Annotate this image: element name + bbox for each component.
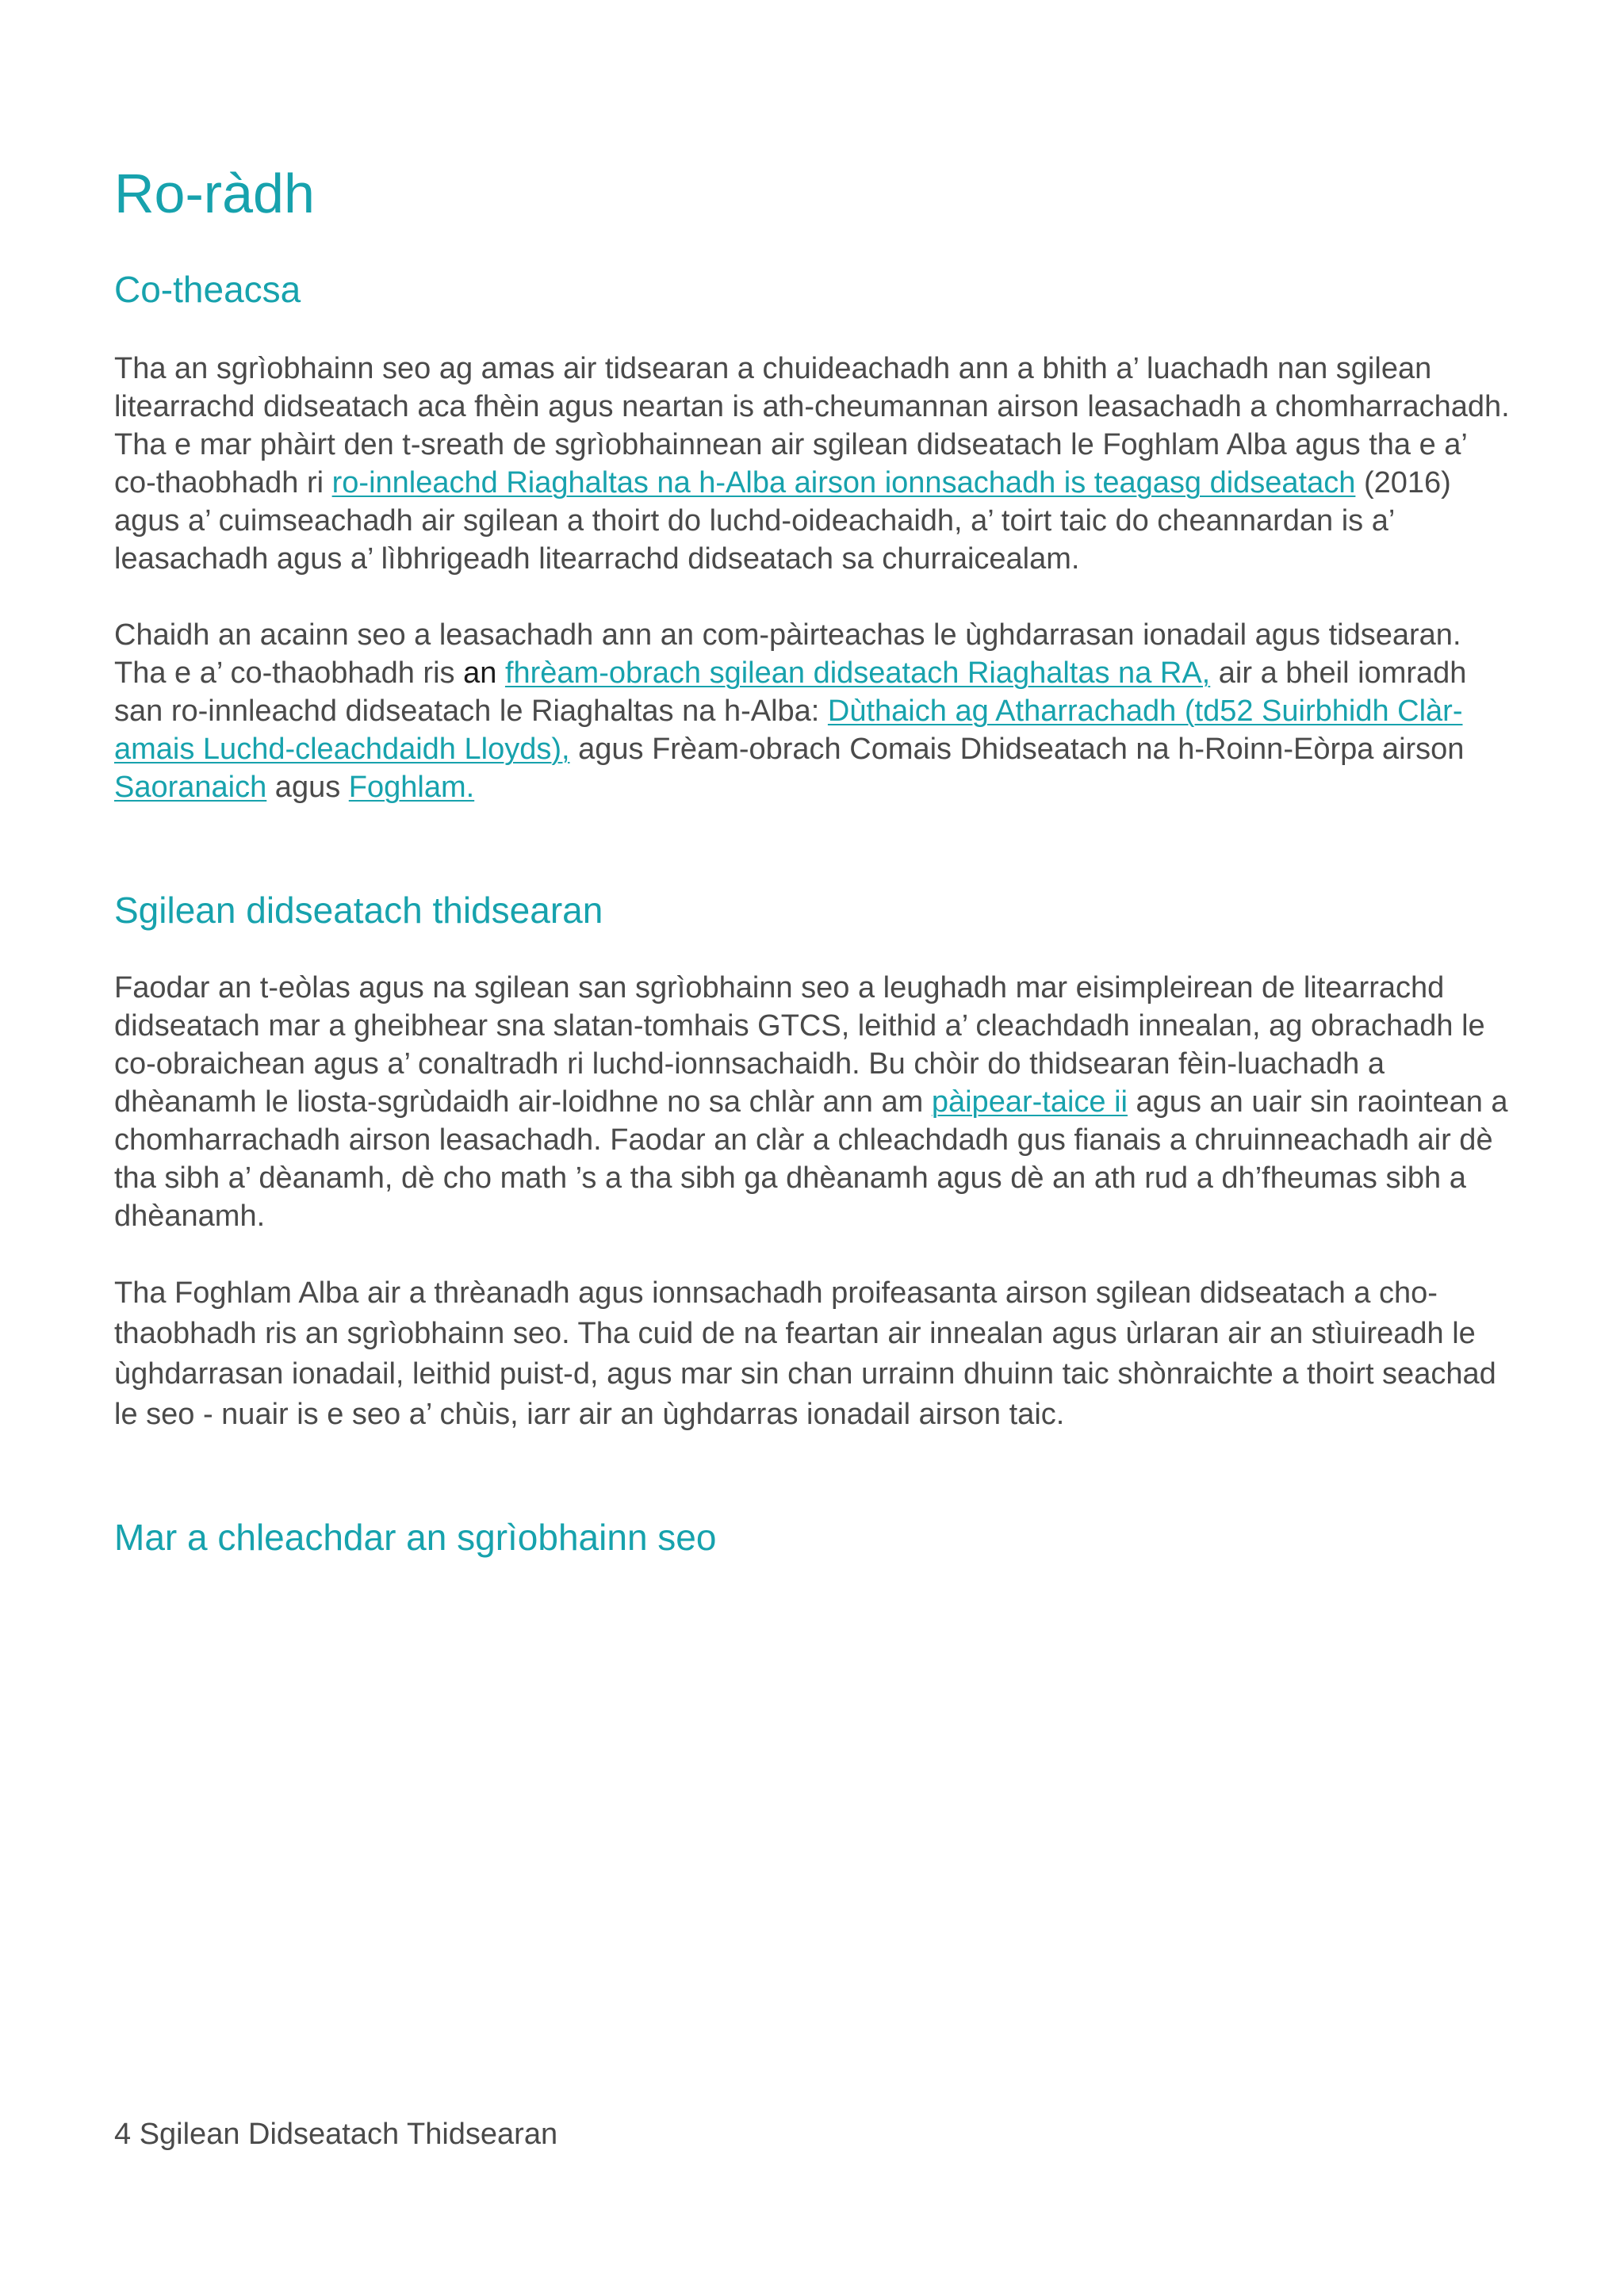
text-run: Tha an sgrìobhainn seo ag amas air tidsearan a chuideachadh ann a bhith a’ luachadh nan sgilean litearrachd didseatach aca fhèin agus neartan is ath-cheumannan airson leasachadh a chomharrachadh. Tha e mar phàirt den t-sreath de sgrìobhainnean air sgilean didseatach le Foghlam Alba agus tha e a’ co-thaobhadh ri [114,352,1510,500]
text-run: agus Frèam-obrach Comais Dhidseatach na h-Roinn-Eòrpa airson [569,733,1465,767]
text-run: (2016) agus a’ cuimseachadh air sgilean a thoirt do luchd-oideachaidh, a’ toirt taic do cheannardan is a’ leasachadh agus a’ lìbhrigeadh litearrachd didseatach sa churraicealam. [114,466,1451,576]
text-run: an [463,656,497,691]
link-changing-nation[interactable]: Dùthaich ag Atharrachadh (td52 Suirbhidh Clàr-amais Luchd-cleachdaidh Lloyds), [114,695,1463,767]
text-run: agus [266,771,349,805]
section-heading-skills: Sgilean didseatach thidsearan [114,890,603,932]
page-content [114,151,1510,1560]
text-run: agus an uair sin raointean a chomharrachadh airson leasachadh. Faodar an clàr a chleachdadh gus fianais a chruinneachadh air dè tha sibh a’ dèanamh, dè cho math ’s a tha sibh ga dhèanamh agus dè an ath rud a dh’fheumas sibh a dhèanamh. [114,1085,1508,1234]
text-run: Faodar an t-eòlas agus na sgilean san sgrìobhainn seo a leughadh mar eisimpleirean de litearrachd didseatach mar a gheibhear sna slatan-tomhais GTCS, leithid a’ cleachdadh innealan, ag obrachadh le co-obraichean agus a’ conaltradh ri luchd-ionnsachaidh. Bu chòir do thidsearan fèin-luachadh a dhèanamh le liosta-sgrùdaidh air-loidhne no sa chlàr ann am [114,971,1485,1119]
link-appendix-ii[interactable]: pàipear-taice ii [931,1085,1128,1119]
page-footer: 4 Sgilean Didseatach Thidsearan [114,2118,558,2151]
link-citizens[interactable]: Saoranaich [114,771,267,805]
paragraph-skills-2: Tha Foghlam Alba air a thrèanadh agus ionnsachadh proifeasanta airson sgilean didseatach a cho-thaobhadh ris an sgrìobhainn seo. Tha cuid de na feartan air innealan agus ùrlaran air an stìuireadh le ùghdarrasan ionadail, leithid puist-d, agus mar sin chan urrainn dhuinn taic shònraichte a thoirt seachad le seo - nuair is e seo a’ chùis, iarr air an ùghdarras ionadail airson taic. [114,1276,1496,1432]
text-run: air a bheil iomradh san ro-innleachd didseatach le Riaghaltas na h-Alba: [114,656,1467,729]
paragraph-skills-1 [114,969,1510,1235]
paragraph-context-2 [114,616,1510,806]
paragraph-context-1 [114,350,1510,578]
text-run: Chaidh an acainn seo a leasachadh ann an com-pàirteachas le ùghdarrasan ionadail agus tidsearan. Tha e a’ co-thaobhadh ris [114,618,1461,691]
section-heading-context: Co-theacsa [114,269,301,310]
link-digital-strategy[interactable]: ro-innleachd Riaghaltas na h-Alba airson ionnsachadh is teagasg didseatach [331,466,1356,500]
text-run [496,656,505,690]
link-education[interactable]: Foghlam. [348,771,475,805]
page-title: Ro-ràdh [114,163,315,224]
link-uk-digital-skills-framework[interactable]: fhrèam-obrach sgilean didseatach Riaghaltas na RA, [504,656,1211,691]
section-heading-howto: Mar a chleachdar an sgrìobhainn seo [114,1517,717,1559]
